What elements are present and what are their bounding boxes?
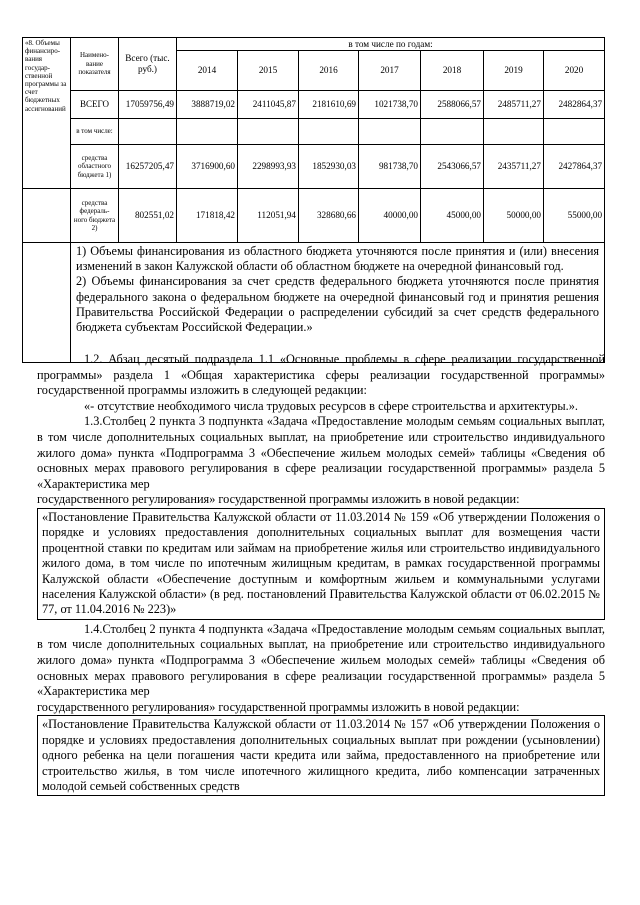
row-name: средства областного бюджета 1)	[71, 145, 119, 189]
cell-value: 55000,00	[544, 189, 605, 243]
column-header-total: Всего (тыс. руб.)	[119, 38, 177, 91]
footnotes-cell	[71, 243, 605, 363]
cell-value: 45000,00	[421, 189, 484, 243]
row-total: 16257205,47	[119, 145, 177, 189]
paragraph-1-3: 1.3.Столбец 2 пункта 3 подпункта «Задача «Предоставление молодым семьям социальных выплат, в том числе дополнительных социальных выплат, на приобретение или строительство индивидуального жилого дома» пункта «Подпрограмма 3 «Обеспечение жильем молодых семей» таблицы «Сведения об основных мерах правового регулирования в сфере реализации государственной программы» раздела 5 «Характеристика мер	[37, 414, 605, 491]
cell-value: 2435711,27	[484, 145, 544, 189]
paragraph-1-3-tail: государственного регулирования» государственной программы изложить в новой редакции:	[37, 492, 520, 507]
footnote-1: 1) Объемы финансирования из областного бюджета уточняются после принятия и (или) внесения изменений в закон Калужской области об областном бюджете на очередной финансовый год.	[76, 244, 600, 274]
cell-value	[359, 119, 421, 145]
cell-value: 2482864,37	[544, 91, 605, 119]
cell-value: 981738,70	[359, 145, 421, 189]
cell-value: 328680,66	[299, 189, 359, 243]
year-header: 2016	[299, 51, 359, 91]
row-total: 17059756,49	[119, 91, 177, 119]
year-header: 2018	[421, 51, 484, 91]
paragraph-1-4: 1.4.Столбец 2 пункта 4 подпункта «Задача «Предоставление молодым семьям социальных выплат, в том числе дополнительных социальных выплат, на приобретение или строительство индивидуального жилого дома» пункта «Подпрограмма 3 «Обеспечение жильем молодых семей» таблицы «Сведения об основных мерах правового регулирования в сфере реализации государственной программы» раздела 5 «Характеристика мер	[37, 621, 605, 699]
cell-value: 2181610,69	[299, 91, 359, 119]
cell-value: 2298993,93	[238, 145, 299, 189]
row-name: средства федераль-ного бюджета 2)	[71, 189, 119, 243]
cell-value: 50000,00	[484, 189, 544, 243]
row-total	[119, 119, 177, 145]
cell-value: 3716900,60	[177, 145, 238, 189]
regulation-box-2	[37, 715, 605, 796]
table-row	[23, 145, 605, 189]
cell-value: 2543066,57	[421, 145, 484, 189]
year-header: 2014	[177, 51, 238, 91]
table-row	[23, 189, 605, 243]
cell-value: 1852930,03	[299, 145, 359, 189]
notes-left-spacer	[23, 243, 71, 363]
row-total: 802551,02	[119, 189, 177, 243]
regulation-1-text: «Постановление Правительства Калужской области от 11.03.2014 № 159 «Об утверждении Положения о порядке и условиях предоставления дополнительных социальных выплат для возмещения части процентной ставки по кредитам или займам на приобретение жилья или строительство индивидуального жилого дома, в том числе по ипотечным жилищным кредитам, в рамках государственной программы Калужской области «Обеспечение доступным и комфортным жильем и коммунальными услугами населения Калужской области» (в ред. постановлений Правительства Калужской области от 06.02.2015 № 77, от 11.04.2016 № 223)»	[42, 509, 600, 617]
cell-value: 2485711,27	[484, 91, 544, 119]
year-header: 2015	[238, 51, 299, 91]
year-header: 2017	[359, 51, 421, 91]
footnote-2: 2) Объемы финансирования за счет средств федерального бюджета уточняются после принятия федерального закона о федеральном бюджете на очередной финансовый год и принятия решения Правительства Российской Федерации о распределении субсидий за счет средств федерального бюджета субъектам Российской Федерации.»	[76, 274, 600, 335]
column-header-years: в том числе по годам:	[177, 38, 605, 51]
column-header-name: Наимено-вание показателя	[71, 38, 119, 91]
cell-value: 3888719,02	[177, 91, 238, 119]
financing-table	[22, 37, 605, 363]
cell-value: 171818,42	[177, 189, 238, 243]
cell-value: 112051,94	[238, 189, 299, 243]
cell-value	[421, 119, 484, 145]
cell-value	[299, 119, 359, 145]
cell-value	[544, 119, 605, 145]
table-row	[23, 119, 605, 145]
cell-value	[238, 119, 299, 145]
cell-value	[177, 119, 238, 145]
year-header: 2019	[484, 51, 544, 91]
cell-value: 2411045,87	[238, 91, 299, 119]
paragraph-1-4-tail: государственного регулирования» государственной программы изложить в новой редакции:	[37, 699, 520, 714]
year-header: 2020	[544, 51, 605, 91]
regulation-box-1	[37, 508, 605, 620]
table-row	[23, 91, 605, 119]
cell-value: 1021738,70	[359, 91, 421, 119]
paragraph-1-2: 1.2. Абзац десятый подраздела 1.1 «Основные проблемы в сфере реализации государственной программы» раздела 1 «Общая характеристика сферы реализации государственной программы» государственной программы изложить в следующей редакции:	[37, 352, 605, 398]
cell-value	[484, 119, 544, 145]
row-name: ВСЕГО	[71, 91, 119, 119]
row-name: в том числе:	[71, 119, 119, 145]
row-label-cell: «8. Объемы финансиро-вания государ-ственной программы за счет бюджетных ассигнований	[23, 38, 71, 189]
amendment-text	[37, 352, 605, 796]
row-label-continuation	[23, 189, 71, 243]
paragraph-1-2-quote: «- отсутствие необходимого числа трудовых ресурсов в сфере строительства и архитектуры.».	[84, 398, 578, 413]
cell-value: 40000,00	[359, 189, 421, 243]
cell-value: 2588066,57	[421, 91, 484, 119]
regulation-2-text: «Постановление Правительства Калужской области от 11.03.2014 № 157 «Об утверждении Положения о порядке и условиях предоставления дополнительных социальных выплат при рождении (усыновлении) одного ребенка на цели погашения части кредита или займа, предоставленного на приобретение или строительство жилья, в том числе ипотечного жилищного кредита, либо компенсации затраченных молодой семьей собственных средств	[42, 717, 600, 793]
cell-value: 2427864,37	[544, 145, 605, 189]
